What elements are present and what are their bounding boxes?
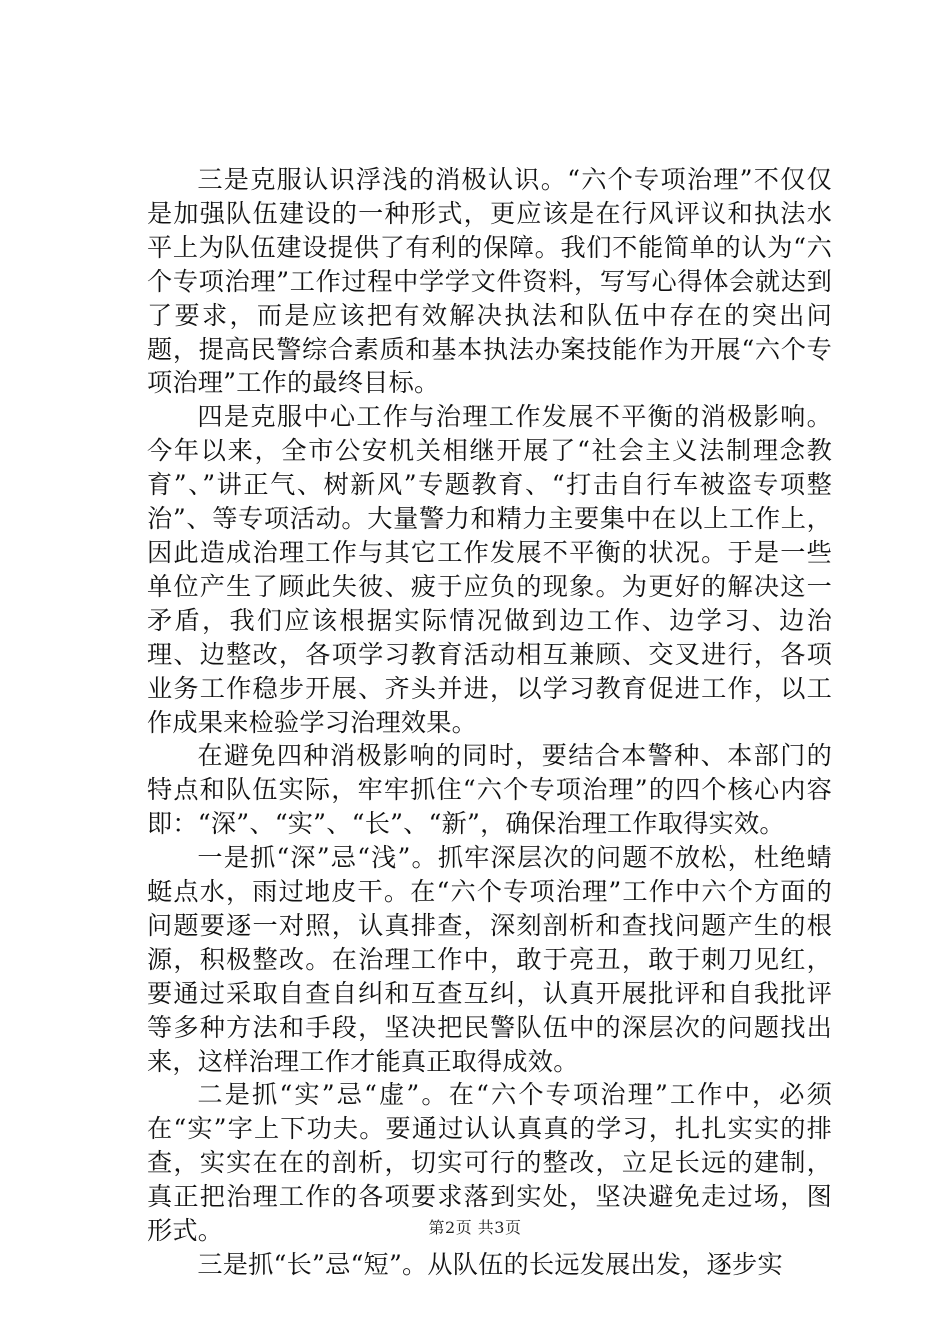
paragraph-overcome-imbalance: 四是克服中心工作与治理工作发展不平衡的消极影响。今年以来，全市公安机关相继开展了“社会主义法制理念教育”、”讲正气、树新风”专题教育、“打击自行车被盗专项整治”、等专项活动。大量警力和精力主要集中在以上工作上，因此造成治理工作与其它工作发展不平衡的状况。于是一些单位产生了顾此失彼、疲于应负的现象。为更好的解决这一矛盾，我们应该根据实际情况做到边工作、边学习、边治理、边整改，各项学习教育活动相互兼顾、交叉进行，各项业务工作稳步开展、齐头并进，以学习教育促进工作，以工作成果来检验学习治理效果。 (147, 402, 832, 737)
paragraph-long-not-short: 三是抓“长”忌“短”。从队伍的长远发展出发，逐步实 (197, 1250, 783, 1279)
paragraph-overcome-shallow-understanding: 三是克服认识浮浅的消极认识。“六个专项治理”不仅仅是加强队伍建设的一种形式，更应该是在行风评议和执法水平上为队伍建设提供了有利的保障。我们不能简单的认为“六个专项治理”工作过程中学学文件资料，写写心得体会就达到了要求，而是应该把有效解决执法和队伍中存在的突出问题，提高民警综合素质和基本执法办案技能作为开展“六个专项治理”工作的最终目标。 (147, 165, 832, 398)
paragraph-four-core-contents: 在避免四种消极影响的同时，要结合本警种、本部门的特点和队伍实际，牢牢抓住“六个专项治理”的四个核心内容即：“深”、“实”、“长”、“新”，确保治理工作取得实效。 (147, 741, 832, 839)
paragraph-solid-not-empty: 二是抓“实”忌“虚”。在“六个专项治理”工作中，必须在“实”字上下功夫。要通过认认真真的学习，扎扎实实的排查，实实在在的剖析，切实可行的整改，立足长远的建制，真正把治理工作的各项要求落到实处，坚决避免走过场，图形式。 (147, 1080, 832, 1246)
page-footer: 第2页 共3页 (428, 1218, 522, 1237)
paragraph-deep-not-shallow: 一是抓“深”忌“浅”。抓牢深层次的问题不放松，杜绝蜻蜓点水，雨过地皮干。在“六个专项治理”工作中六个方面的问题要逐一对照，认真排查，深刻剖析和查找问题产生的根源，积极整改。在治理工作中，敢于亮丑，敢于刺刀见红，要通过采取自查自纠和互查互纠，认真开展批评和自我批评等多种方法和手段，坚决把民警队伍中的深层次的问题找出来，这样治理工作才能真正取得成效。 (147, 843, 832, 1076)
document-body (147, 163, 832, 1282)
